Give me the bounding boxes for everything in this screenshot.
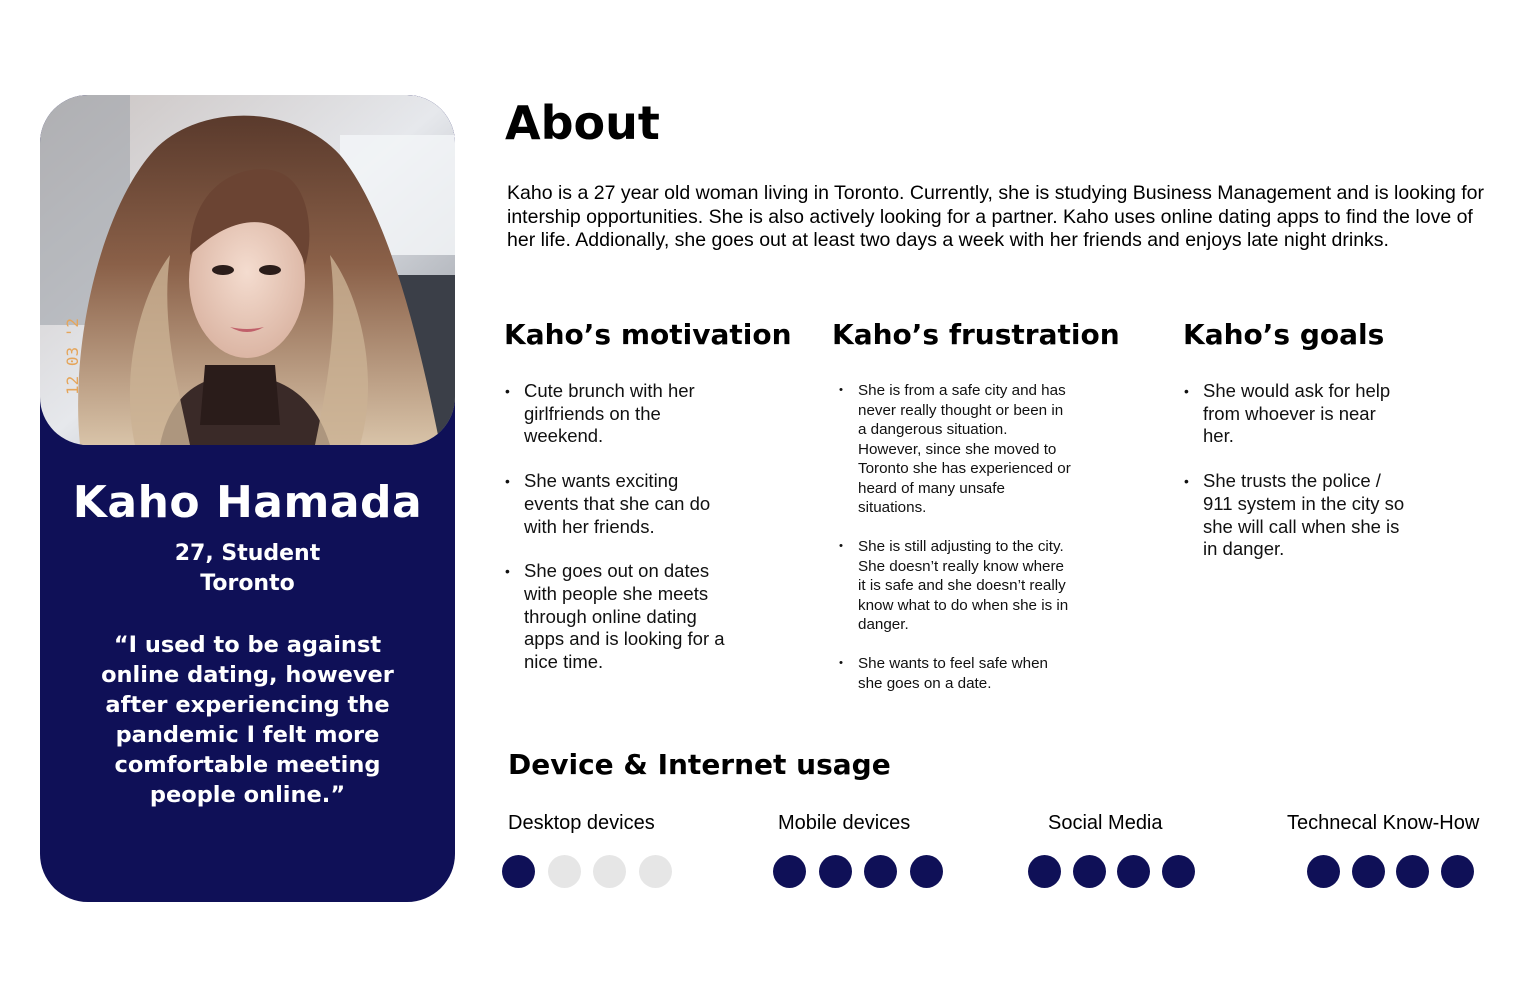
- rating-dot-filled: [1307, 855, 1340, 888]
- rating-label-social: Social Media: [1048, 812, 1163, 834]
- about-text: Kaho is a 27 year old woman living in Toronto. Currently, she is studying Business Management and is looking for intership opportunities. She is also actively looking for a partner. Kaho uses online dating apps to find the love of her life. Addionally, she goes out at least two days a week with her friends and enjoys late night drinks.: [507, 182, 1484, 252]
- list-item: • She is still adjusting to the city. She doesn’t really know where it is safe and she doesn’t really know what to do when she is in danger.: [839, 537, 1074, 635]
- rating-dot-filled: [1352, 855, 1385, 888]
- photo-date-stamp: 12 03 '2: [63, 317, 82, 395]
- list-item: • She goes out on dates with people she meets through online dating apps and is looking for a nice time.: [505, 560, 735, 674]
- list-item: • She would ask for help from whoever is near her.: [1184, 380, 1409, 448]
- persona-quote: “I used to be against online dating, however after experiencing the pandemic I felt more comfortable meeting people online.”: [101, 632, 394, 808]
- motivation-list: [505, 380, 735, 696]
- frustration-title: Kaho’s frustration: [832, 318, 1120, 351]
- goals-title: Kaho’s goals: [1183, 318, 1385, 351]
- rating-dot-filled: [864, 855, 897, 888]
- rating-dot-filled: [502, 855, 535, 888]
- rating-label-mobile: Mobile devices: [778, 812, 911, 834]
- about-title: About: [505, 96, 660, 150]
- rating-dot-empty: [548, 855, 581, 888]
- persona-details: [40, 539, 455, 599]
- profile-photo: [40, 95, 455, 445]
- rating-dot-empty: [639, 855, 672, 888]
- rating-dot-empty: [593, 855, 626, 888]
- persona-location: Toronto: [200, 571, 295, 596]
- device-usage-title: Device & Internet usage: [508, 748, 891, 781]
- rating-dot-filled: [1162, 855, 1195, 888]
- rating-dot-filled: [773, 855, 806, 888]
- persona-card: [40, 95, 455, 902]
- rating-label-desktop: Desktop devices: [508, 812, 655, 834]
- list-item: • She wants exciting events that she can do with her friends.: [505, 470, 735, 538]
- rating-label-tech: Technecal Know-How: [1287, 812, 1480, 834]
- rating-dot-filled: [910, 855, 943, 888]
- persona-name: Kaho Hamada: [72, 477, 423, 528]
- list-item: • She wants to feel safe when she goes on a date.: [839, 654, 1074, 693]
- rating-dot-filled: [1396, 855, 1429, 888]
- rating-dot-filled: [1117, 855, 1150, 888]
- list-item: • She is from a safe city and has never really thought or been in a dangerous situation. However, since she moved to Toronto she has experienced or heard of many unsafe situations.: [839, 381, 1074, 518]
- frustration-list: [839, 381, 1074, 713]
- motivation-title: Kaho’s motivation: [504, 318, 792, 351]
- list-item: • Cute brunch with her girlfriends on the weekend.: [505, 380, 735, 448]
- rating-dot-filled: [1028, 855, 1061, 888]
- list-item: • She trusts the police / 911 system in the city so she will call when she is in danger.: [1184, 470, 1409, 561]
- persona-age-occupation: 27, Student: [174, 541, 321, 566]
- rating-dot-filled: [1073, 855, 1106, 888]
- goals-list: [1184, 380, 1409, 583]
- rating-dot-filled: [1441, 855, 1474, 888]
- rating-dot-filled: [819, 855, 852, 888]
